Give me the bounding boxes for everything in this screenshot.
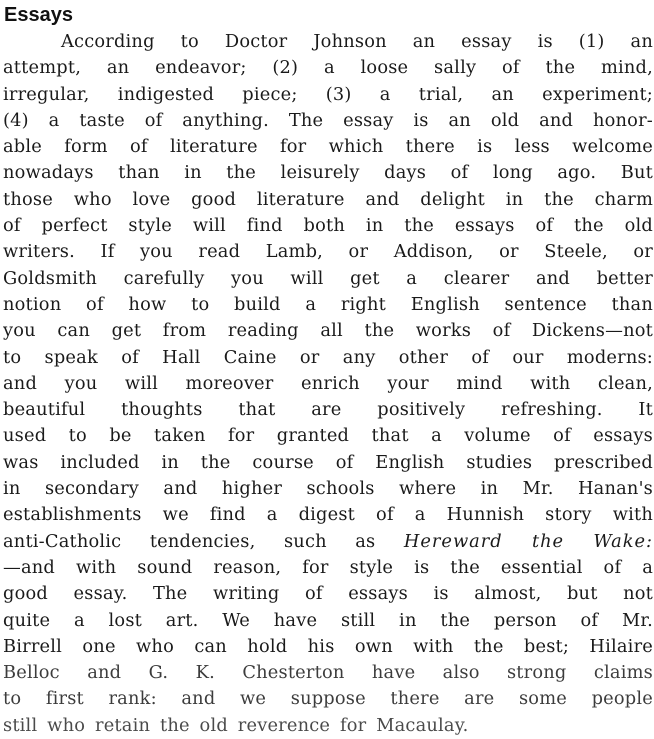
text-line (3, 160, 653, 186)
text-line (3, 187, 653, 213)
text-line (3, 634, 653, 660)
text-line (3, 581, 653, 607)
text-line (3, 239, 653, 265)
line-text: nowadays than in the leisurely days of long ago. But (3, 162, 653, 184)
line-text: writers. If you read Lamb, or Addison, or Steele, or (3, 241, 653, 263)
line-text: irregular, indigested piece; (3) a trial, an experiment; (3, 83, 653, 105)
line-text: Goldsmith carefully you will get a clearer and better (3, 267, 653, 289)
text-line (3, 686, 653, 712)
line-text: establishments we find a digest of a Hunnish story with (3, 504, 653, 526)
line-text: According to Doctor Johnson an essay is (1) an (61, 31, 653, 52)
text-line (3, 529, 653, 555)
line-text: Birrell one who can hold his own with the best; Hilaire (3, 635, 653, 657)
text-line (3, 660, 653, 686)
line-text: you can get from reading all the works of Dickens—not (3, 320, 653, 342)
text-line (3, 502, 653, 528)
line-text: still who retain the old reverence for Macaulay. (3, 714, 469, 736)
text-line (3, 476, 653, 502)
text-line (3, 82, 653, 108)
line-text: those who love good literature and delight in the charm (3, 188, 653, 210)
text-line (3, 555, 653, 581)
article-body (3, 29, 653, 739)
text-line (3, 318, 653, 344)
line-text: used to be taken for granted that a volume of essays (3, 425, 653, 447)
line-text: and you will moreover enrich your mind with clean, (3, 372, 653, 394)
line-text: Belloc and G. K. Chesterton have also strong claims (3, 662, 653, 684)
text-line (3, 266, 653, 292)
line-text: was included in the course of English studies prescribed (3, 451, 653, 473)
line-text: able form of literature for which there is less welcome (3, 136, 653, 158)
line-text: (4) a taste of anything. The essay is an old and honor- (3, 109, 653, 131)
text-line (3, 134, 653, 160)
italic-title: Hereward the Wake: (403, 530, 653, 552)
text-line (3, 608, 653, 634)
line-text: notion of how to build a right English sentence than (3, 293, 653, 315)
text-line (3, 292, 653, 318)
line-text: —and with sound reason, for style is the essential of a (3, 556, 653, 578)
line-text: of perfect style will find both in the essays of the old (3, 215, 653, 237)
line-text: quite a lost art. We have still in the person of Mr. (3, 609, 653, 631)
text-line (3, 397, 653, 423)
text-line (3, 450, 653, 476)
text-line (3, 713, 653, 739)
article-heading: Essays (4, 4, 73, 26)
text-line (3, 55, 653, 81)
line-text: good essay. The writing of essays is almost, but not (3, 583, 653, 605)
line-text: to speak of Hall Caine or any other of our moderns: (3, 346, 653, 368)
text-line (3, 213, 653, 239)
text-line (3, 29, 653, 55)
line-text: in secondary and higher schools where in Mr. Hanan's (3, 478, 653, 500)
line-text: beautiful thoughts that are positively refreshing. It (3, 399, 653, 421)
line-text: attempt, an endeavor; (2) a loose sally of the mind, (3, 57, 653, 79)
text-line (3, 423, 653, 449)
text-line (3, 371, 653, 397)
line-text: to first rank: and we suppose there are some people (3, 688, 653, 710)
text-line (3, 108, 653, 134)
text-line (3, 345, 653, 371)
line-text: anti-Catholic tendencies, such as (3, 530, 404, 552)
